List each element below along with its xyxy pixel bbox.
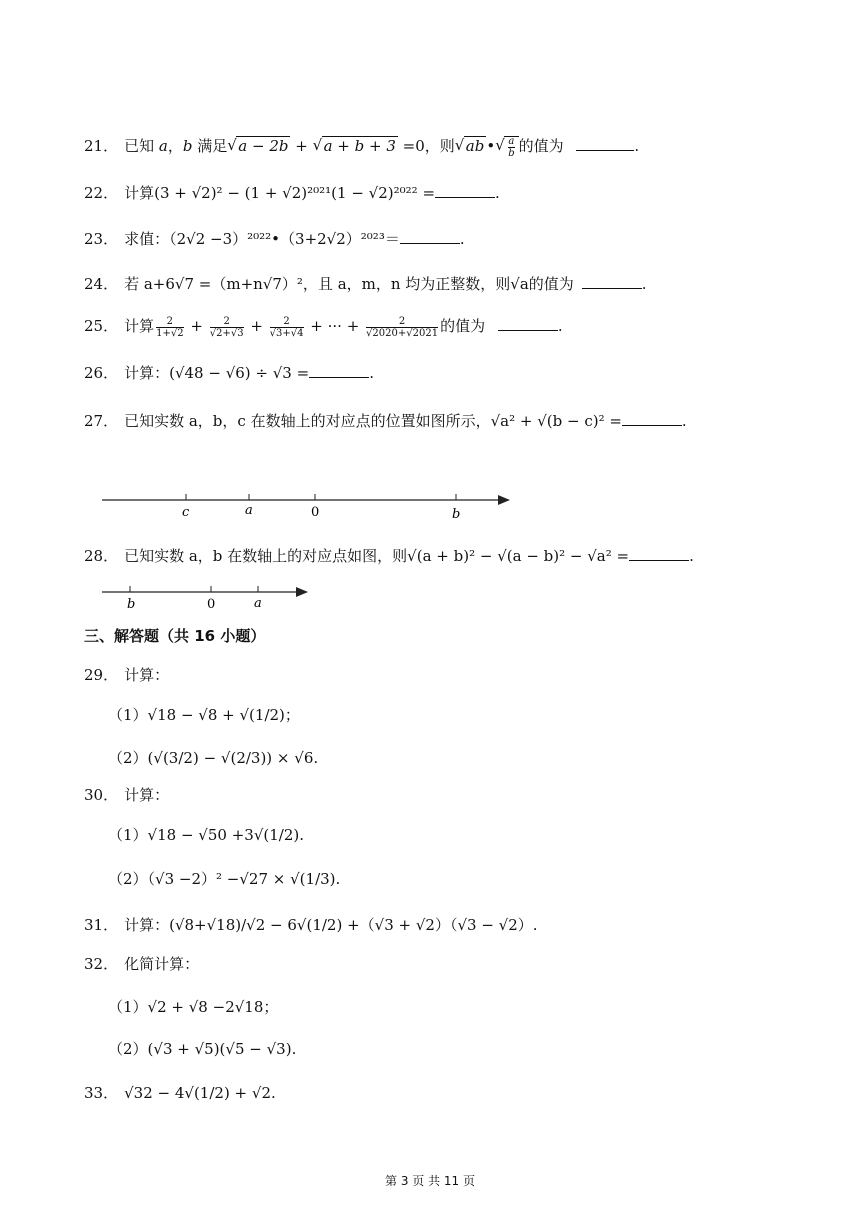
section-heading: 三、解答题（共 16 小题） xyxy=(84,627,266,645)
question-29-part-1: （1）√18 − √8 + √(1/2)； xyxy=(108,706,300,724)
radical: √ ab xyxy=(455,134,487,158)
answer-blank[interactable] xyxy=(629,544,689,561)
question-29: 29． 计算： xyxy=(84,663,169,687)
question-number: 27． xyxy=(84,412,119,430)
number-line-label: a xyxy=(254,596,262,611)
question-33 xyxy=(84,1081,276,1105)
question-text: √32 − 4√(1/2) + √2. xyxy=(124,1084,276,1102)
answer-blank[interactable] xyxy=(309,361,369,378)
answer-blank[interactable] xyxy=(622,409,682,426)
number-line-label: b xyxy=(452,507,461,520)
question-text: 已知实数 a，b，c 在数轴上的对应点的位置如图所示，√a² + √(b − c)² = xyxy=(124,412,622,430)
radical xyxy=(495,134,518,159)
question-22: 22． 计算(3 + √2)² − (1 + √2)²⁰²¹(1 − √2)²⁰²² = . xyxy=(84,181,500,205)
question-31 xyxy=(84,913,538,937)
answer-blank[interactable] xyxy=(400,227,460,244)
answer-blank[interactable] xyxy=(498,314,558,331)
question-29-part-2: （2）(√(3/2) − √(2/3)) × √6. xyxy=(108,749,319,767)
number-line-1 xyxy=(96,484,516,520)
question-30-part-1: （1）√18 − √50 +3√(1/2). xyxy=(108,826,304,844)
question-number: 33． xyxy=(84,1084,119,1102)
question-30: 30． 计算： xyxy=(84,783,169,807)
question-32-part-2: （2）(√3 + √5)(√5 − √3). xyxy=(108,1040,297,1058)
fraction: $\frac{2}{√2+√3}$ xyxy=(209,315,244,339)
fraction: $\frac{2}{1+√2}$ xyxy=(156,315,184,339)
question-24: 24． 若 a+6√7 =（m+n√7）²，且 a，m，n 均为正整数，则√a的值为 . xyxy=(84,272,647,296)
question-text: 计算：(√48 − √6) ÷ √3 = xyxy=(124,364,310,382)
question-32: 32． 化简计算： xyxy=(84,952,199,976)
radical: √ a + b + 3 xyxy=(313,134,398,158)
question-number: 29． xyxy=(84,666,119,684)
answer-blank[interactable] xyxy=(582,272,642,289)
question-32-part-1: （1）√2 + √8 −2√18； xyxy=(108,998,279,1016)
page-footer: 第 3 页 共 11 页 xyxy=(385,1174,475,1188)
radical: √ a − 2b xyxy=(227,134,290,158)
number-line-2 xyxy=(96,578,316,612)
question-text: 求值：（2√2 −3）²⁰²²•（3+2√2）²⁰²³＝ xyxy=(124,230,400,248)
question-30-part-2: （2）（√3 −2）² −√27 × √(1/3). xyxy=(108,870,341,888)
question-21: 21． 已知 a，b 满足√ a − 2b + √ a + b + 3 =0，则√ ab • √ $\frac{a}{b}$ 的值为 . xyxy=(84,134,639,159)
question-28: 28． 已知实数 a，b 在数轴上的对应点如图，则√(a + b)² − √(a − b)² − √a² = . xyxy=(84,544,694,568)
question-number: 25． xyxy=(84,317,119,335)
question-26: 26． 计算：(√48 − √6) ÷ √3 = . xyxy=(84,361,374,385)
question-number: 26． xyxy=(84,364,119,382)
question-text: 若 a+6√7 =（m+n√7）²，且 a，m，n 均为正整数，则√a的值为 xyxy=(124,275,574,293)
question-number: 28． xyxy=(84,547,119,565)
question-23: 23． 求值：（2√2 −3）²⁰²²•（3+2√2）²⁰²³＝ . xyxy=(84,227,465,251)
answer-blank[interactable] xyxy=(576,134,634,151)
question-number: 22． xyxy=(84,184,119,202)
fraction: √ $\frac{a}{b}$ xyxy=(508,135,515,159)
question-number: 30． xyxy=(84,786,119,804)
question-25: 25． 计算 $\frac{2}{1+√2}$ + $\frac{2}{√2+√3}$ + $\frac{2}{√3+√4}$ + ··· + $\frac{2}{√2020+√2021}$ 的值为 . xyxy=(84,315,563,339)
question-27: 27． 已知实数 a，b，c 在数轴上的对应点的位置如图所示，√a² + √(b − c)² = . xyxy=(84,409,687,433)
answer-blank[interactable] xyxy=(435,181,495,198)
question-number: 24． xyxy=(84,275,119,293)
question-text: 计算(3 + √2)² − (1 + √2)²⁰²¹(1 − √2)²⁰²² = xyxy=(124,184,436,202)
question-number: 21． xyxy=(84,137,119,155)
fraction: $\frac{2}{√3+√4}$ xyxy=(269,315,304,339)
question-number: 31． xyxy=(84,916,119,934)
question-number: 23． xyxy=(84,230,119,248)
question-text: 计算：(√8+√18)/√2 − 6√(1/2) +（√3 + √2）（√3 − √2）. xyxy=(124,916,538,934)
question-number: 32． xyxy=(84,955,119,973)
fraction: $\frac{2}{√2020+√2021}$ xyxy=(366,315,439,339)
number-line-label: 0 xyxy=(207,597,216,612)
number-line-label: c xyxy=(182,505,190,520)
number-line-label: a xyxy=(245,503,253,518)
number-line-label: b xyxy=(127,597,136,612)
number-line-label: 0 xyxy=(311,505,320,520)
question-text: 已知实数 a，b 在数轴上的对应点如图，则√(a + b)² − √(a − b)² − √a² = xyxy=(124,547,630,565)
